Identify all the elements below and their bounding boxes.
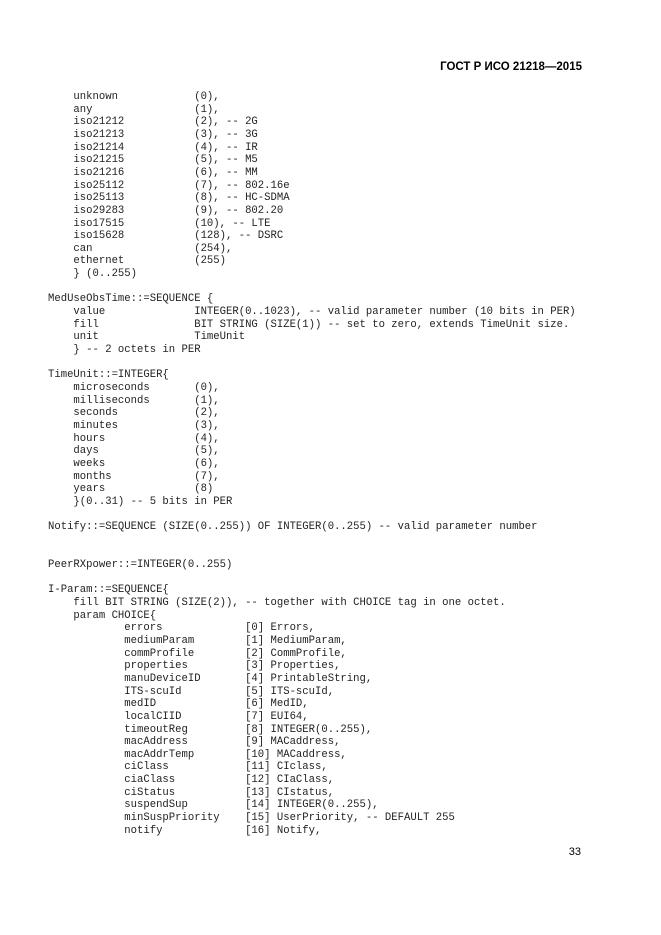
code-line: errors [0] Errors, <box>48 622 316 635</box>
code-line: ethernet (255) <box>48 255 227 268</box>
code-line: milliseconds (1), <box>48 394 220 407</box>
code-line: param CHOICE{ <box>48 609 157 622</box>
code-line: iso29283 (9), -- 802.20 <box>48 204 284 217</box>
code-line: minutes (3), <box>48 419 220 432</box>
code-line: medID [6] MedID, <box>48 698 309 711</box>
code-line: }(0..31) -- 5 bits in PER <box>48 495 233 508</box>
code-line: ciStatus [13] CIstatus, <box>48 786 335 799</box>
code-line: iso15628 (128), -- DSRC <box>48 230 284 243</box>
code-line: minSuspPriority [15] UserPriority, -- DEFAULT 255 <box>48 812 455 825</box>
code-line: iso21214 (4), -- IR <box>48 141 258 154</box>
code-line: notify [16] Notify, <box>48 824 322 837</box>
code-line: unknown (0), <box>48 91 220 103</box>
code-line: weeks (6), <box>48 457 220 470</box>
code-line: localCIID [7] EUI64, <box>48 710 309 723</box>
code-line: properties [3] Properties, <box>48 660 341 673</box>
code-line: mediumParam [1] MediumParam, <box>48 634 347 647</box>
code-line: commProfile [2] CommProfile, <box>48 647 347 660</box>
code-line: ciaClass [12] CIaClass, <box>48 774 335 787</box>
code-line: ITS-scuId [5] ITS-scuId, <box>48 685 335 698</box>
code-line: suspendSup [14] INTEGER(0..255), <box>48 799 379 812</box>
code-line: days (5), <box>48 445 220 458</box>
document-header: ГОСТ Р ИСО 21218—2015 <box>440 61 582 73</box>
code-line: iso25112 (7), -- 802.16e <box>48 179 290 192</box>
code-line: iso21215 (5), -- M5 <box>48 154 258 167</box>
code-line: can (254), <box>48 242 233 255</box>
code-line: } (0..255) <box>48 268 138 281</box>
code-line: I-Param::=SEQUENCE{ <box>48 584 169 597</box>
code-line: any (1), <box>48 103 220 116</box>
code-line: iso21212 (2), -- 2G <box>48 116 258 129</box>
code-line: PeerRXpower::=INTEGER(0..255) <box>48 559 233 572</box>
code-line: ciClass [11] CIclass, <box>48 761 328 774</box>
code-line: iso25113 (8), -- HC-SDMA <box>48 192 290 205</box>
code-line: microseconds (0), <box>48 381 220 394</box>
code-line: months (7), <box>48 470 220 483</box>
code-line: value INTEGER(0..1023), -- valid parameter number (10 bits in PER) <box>48 306 576 319</box>
code-line: fill BIT STRING (SIZE(1)) -- set to zero, extends TimeUnit size. <box>48 318 570 331</box>
code-line: MedUseObsTime::=SEQUENCE { <box>48 293 214 306</box>
page-number: 33 <box>568 846 581 858</box>
code-line: Notify::=SEQUENCE (SIZE(0..255)) OF INTEGER(0..255) -- valid parameter number <box>48 521 538 534</box>
code-line: timeoutReg [8] INTEGER(0..255), <box>48 723 373 736</box>
code-line: fill BIT STRING (SIZE(2)), -- together with CHOICE tag in one octet. <box>48 597 506 609</box>
code-line: iso17515 (10), -- LTE <box>48 217 271 230</box>
code-line: seconds (2), <box>48 407 220 420</box>
code-line: manuDeviceID [4] PrintableString, <box>48 672 373 685</box>
code-line: TimeUnit::=INTEGER{ <box>48 369 169 382</box>
code-line: } -- 2 octets in PER <box>48 344 201 356</box>
code-line: macAddrTemp [10] MACaddress, <box>48 748 347 761</box>
code-line: years (8) <box>48 483 214 496</box>
code-line: iso21216 (6), -- MM <box>48 166 258 179</box>
code-line: macAddress [9] MACaddress, <box>48 736 341 749</box>
code-line: unit TimeUnit <box>48 331 246 344</box>
code-line: iso21213 (3), -- 3G <box>48 128 258 141</box>
code-line: hours (4), <box>48 432 220 445</box>
